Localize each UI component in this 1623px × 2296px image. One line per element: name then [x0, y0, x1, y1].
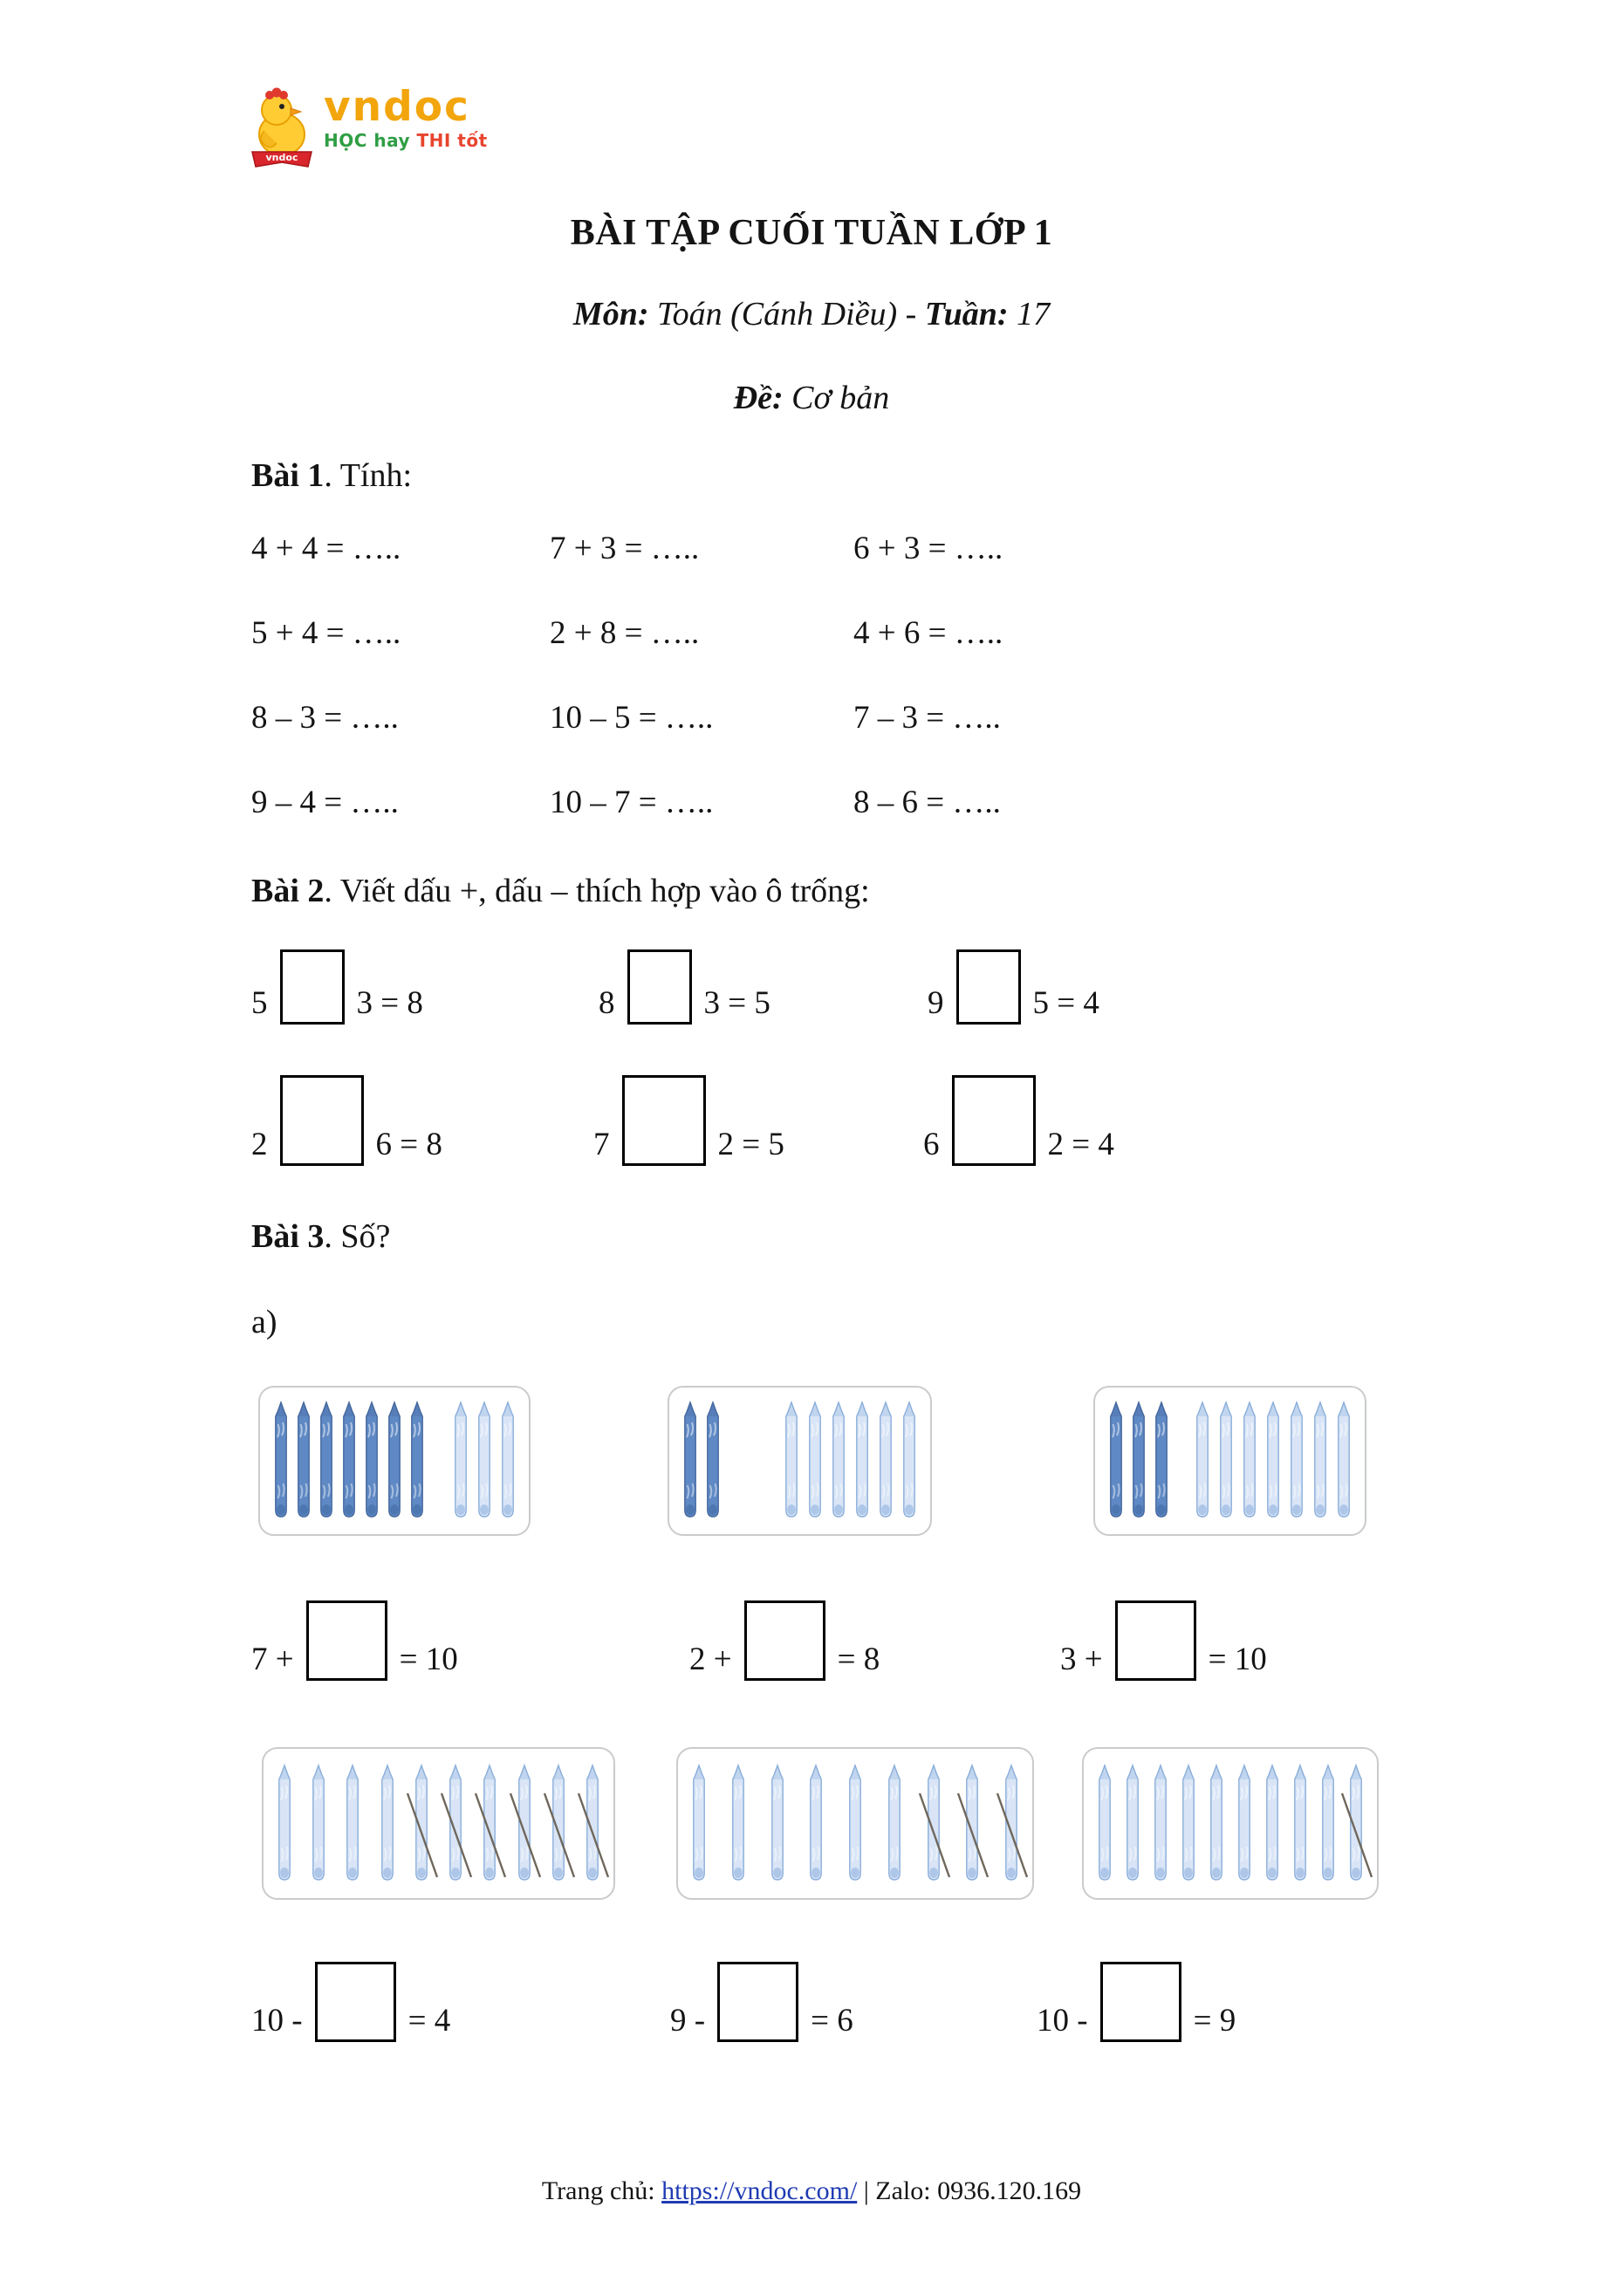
crayon-icon	[845, 1762, 866, 1886]
exam-type-line	[0, 379, 1623, 417]
crayon-icon	[767, 1762, 788, 1886]
crayon-icon	[407, 1399, 428, 1523]
crayon-icon	[316, 1399, 337, 1523]
crayon-icon	[342, 1762, 363, 1886]
crayon-icon	[1286, 1399, 1307, 1523]
crayon-group	[1106, 1399, 1172, 1523]
crayon-icon	[479, 1762, 500, 1886]
exercise2-heading	[251, 873, 870, 911]
exercise2-label: Bài 2	[251, 873, 325, 909]
crayon-icon	[1310, 1399, 1331, 1523]
equation: 6 + 3 = …..	[853, 531, 1003, 566]
exercise2-instruction: . Viết dấu +, dấu – thích hợp vào ô trống:	[324, 873, 870, 909]
crayon-icon	[962, 1762, 983, 1886]
vndoc-home-link[interactable]: https://vndoc.com/	[661, 2176, 858, 2205]
footer-prefix: Trang chủ:	[541, 2176, 662, 2205]
operand: 5	[251, 985, 268, 1022]
crayon-icon	[728, 1762, 749, 1886]
answer-box	[315, 1962, 396, 2042]
crayon-icon	[1346, 1762, 1366, 1886]
week-value: 17	[1008, 296, 1051, 332]
crayon-icon	[384, 1399, 405, 1523]
exercise3-equation	[251, 1962, 450, 2042]
exercise2-item	[251, 949, 423, 1025]
exercise3-part-label: a)	[251, 1304, 277, 1340]
tagline-green: HỌC hay	[324, 130, 411, 152]
logo-banner-text: vndoc	[265, 152, 298, 163]
crayon-icon	[450, 1399, 471, 1523]
crayon-icon	[1151, 1399, 1172, 1523]
equation: 10 – 7 = …..	[550, 785, 714, 820]
operand: = 10	[1208, 1641, 1267, 1678]
crayon-icon	[875, 1399, 896, 1523]
crayon-icon	[884, 1762, 905, 1886]
crayon-panel	[668, 1386, 932, 1536]
operand: = 9	[1193, 2003, 1236, 2039]
exercise3-instruction: . Số?	[324, 1218, 391, 1255]
crayon-icon	[270, 1399, 291, 1523]
exercise3-label: Bài 3	[251, 1218, 325, 1255]
exercise2-item	[593, 1075, 784, 1166]
crayon-icon	[1001, 1762, 1022, 1886]
crayon-icon	[445, 1762, 466, 1886]
equation: 2 + 8 = …..	[550, 615, 700, 651]
crayon-icon	[1234, 1762, 1255, 1886]
crayon-icon	[805, 1762, 826, 1886]
crayon-group	[680, 1399, 723, 1523]
crayon-icon	[1206, 1762, 1227, 1886]
exercise1-grid	[251, 530, 1176, 822]
crayon-group	[274, 1762, 603, 1886]
equation: 7 + 3 = …..	[550, 531, 700, 566]
answer-box	[1115, 1600, 1196, 1681]
crayon-icon	[1262, 1762, 1283, 1886]
operand: = 4	[407, 2003, 451, 2039]
crayon-icon	[377, 1762, 398, 1886]
crayon-icon	[805, 1399, 825, 1523]
crayon-icon	[411, 1762, 432, 1886]
crayon-icon	[1290, 1762, 1311, 1886]
equation: 4 + 4 = …..	[251, 531, 401, 566]
equation: 9 – 4 = …..	[251, 785, 399, 820]
answer-box	[627, 949, 692, 1025]
answer-box	[1100, 1962, 1181, 2042]
crayon-icon	[1239, 1399, 1260, 1523]
operand: 9 -	[670, 2003, 706, 2039]
crayon-icon	[497, 1399, 518, 1523]
crayon-icon	[1192, 1399, 1213, 1523]
exam-value: Cơ bản	[783, 380, 890, 416]
page-title: BÀI TẬP CUỐI TUẦN LỚP 1	[570, 213, 1053, 253]
answer-box	[306, 1600, 387, 1681]
crayon-icon	[688, 1762, 709, 1886]
operand: 6 = 8	[375, 1127, 442, 1163]
exercise1-label: Bài 1	[251, 457, 325, 494]
subject-label: Môn:	[572, 296, 649, 332]
crayon-panel	[262, 1747, 615, 1900]
operand: 3 = 8	[356, 985, 423, 1022]
equation: 4 + 6 = …..	[853, 615, 1003, 651]
operand: 7 +	[251, 1641, 294, 1678]
answer-box	[280, 949, 345, 1025]
exercise3-equation	[670, 1962, 853, 2042]
operand: 10 -	[1037, 2003, 1088, 2039]
operand: 3 +	[1060, 1641, 1103, 1678]
operand: 10 -	[251, 2003, 303, 2039]
crayon-icon	[1216, 1399, 1236, 1523]
answer-box	[952, 1075, 1036, 1166]
crayon-icon	[1178, 1762, 1199, 1886]
crayon-icon	[680, 1399, 701, 1523]
crayon-panel	[258, 1386, 531, 1536]
operand: 7	[593, 1127, 610, 1163]
operand: 9	[928, 985, 944, 1022]
crayon-icon	[474, 1399, 495, 1523]
operand: 2	[251, 1127, 268, 1163]
crayon-icon	[339, 1399, 360, 1523]
crayon-icon	[1122, 1762, 1143, 1886]
crayon-icon	[514, 1762, 535, 1886]
crayon-icon	[1318, 1762, 1339, 1886]
operand: = 8	[837, 1641, 880, 1678]
exercise3-equation	[689, 1600, 880, 1681]
crayon-group	[450, 1399, 518, 1523]
operand: 2 = 4	[1047, 1127, 1114, 1163]
operand: = 6	[811, 2003, 853, 2039]
crayon-icon	[274, 1762, 295, 1886]
crayon-panel	[1093, 1386, 1366, 1536]
exercise2-item	[599, 949, 770, 1025]
exercise3-equation	[1037, 1962, 1236, 2042]
exercise2-item	[251, 1075, 442, 1166]
footer-suffix: | Zalo: 0936.120.169	[857, 2176, 1082, 2205]
page-footer	[0, 2176, 1623, 2206]
exercise3-equation	[251, 1600, 458, 1681]
crayon-icon	[1128, 1399, 1149, 1523]
operand: = 10	[399, 1641, 458, 1678]
crayon-group	[1192, 1399, 1354, 1523]
exam-label: Đề:	[733, 380, 784, 416]
operand: 5 = 4	[1032, 985, 1099, 1022]
answer-box	[744, 1600, 825, 1681]
logo-tagline	[324, 130, 488, 151]
crayon-icon	[1094, 1762, 1115, 1886]
brand-text: vndoc	[324, 83, 470, 131]
answer-box	[956, 949, 1021, 1025]
logo-wordmark	[324, 83, 488, 152]
crayon-icon	[361, 1399, 382, 1523]
week-label: Tuần:	[924, 296, 1009, 332]
exercise2-item	[928, 949, 1099, 1025]
operand: 6	[923, 1127, 940, 1163]
crayon-group	[1094, 1762, 1366, 1886]
crayon-icon	[1333, 1399, 1354, 1523]
exercise1-instruction: . Tính:	[324, 457, 413, 494]
equation: 5 + 4 = …..	[251, 615, 401, 651]
crayon-icon	[1263, 1399, 1284, 1523]
subject-value: Toán (Cánh Diều) -	[648, 296, 925, 332]
answer-box	[717, 1962, 798, 2042]
crayon-icon	[582, 1762, 603, 1886]
crayon-icon	[702, 1399, 723, 1523]
exercise3-heading	[251, 1218, 390, 1257]
answer-box	[280, 1075, 364, 1166]
chicken-mascot-icon	[247, 86, 317, 173]
operand: 2 = 5	[717, 1127, 784, 1163]
answer-box	[622, 1075, 706, 1166]
crayon-icon	[1106, 1399, 1127, 1523]
equation: 10 – 5 = …..	[550, 700, 714, 736]
exercise1-heading	[251, 457, 412, 496]
vndoc-logo	[247, 83, 488, 173]
equation: 8 – 6 = …..	[853, 785, 1001, 820]
crayon-panel	[1082, 1747, 1379, 1900]
crayon-panel	[676, 1747, 1034, 1900]
crayon-group	[781, 1399, 920, 1523]
crayon-icon	[293, 1399, 314, 1523]
tagline-red: THI tốt	[416, 130, 488, 152]
crayon-icon	[899, 1399, 920, 1523]
crayon-icon	[923, 1762, 944, 1886]
crayon-icon	[781, 1399, 802, 1523]
crayon-group	[270, 1399, 428, 1523]
crayon-icon	[852, 1399, 873, 1523]
operand: 3 = 5	[703, 985, 770, 1022]
operand: 2 +	[689, 1641, 732, 1678]
exercise2-item	[923, 1075, 1114, 1166]
subject-line	[0, 295, 1623, 333]
crayon-group	[688, 1762, 1022, 1886]
crayon-icon	[828, 1399, 849, 1523]
equation: 8 – 3 = …..	[251, 700, 399, 736]
exercise3-equation	[1060, 1600, 1267, 1681]
crayon-icon	[1150, 1762, 1171, 1886]
equation: 7 – 3 = …..	[853, 700, 1001, 736]
crayon-icon	[548, 1762, 569, 1886]
operand: 8	[599, 985, 615, 1022]
crayon-icon	[308, 1762, 329, 1886]
